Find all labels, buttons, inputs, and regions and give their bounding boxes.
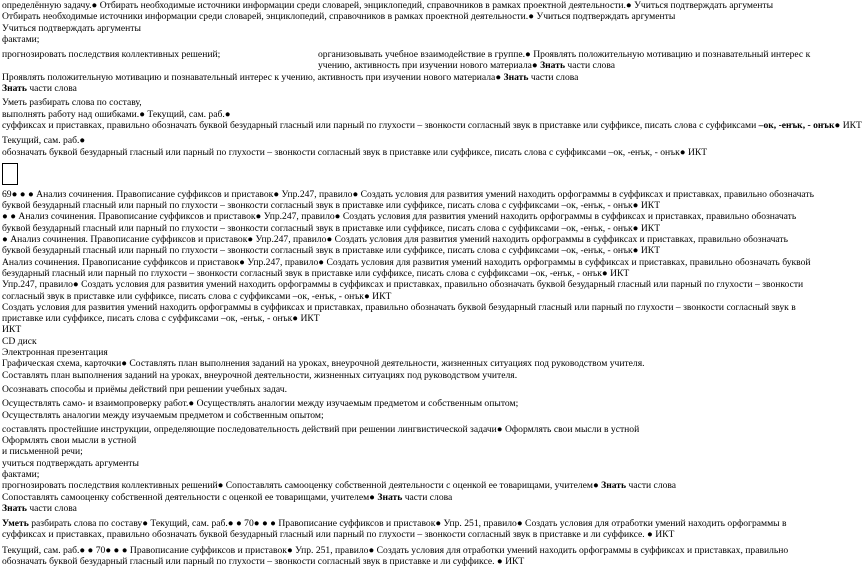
skill-label: Уметь [2, 518, 29, 530]
know-label: Знать [601, 480, 627, 492]
lesson-block: 69● ● ● Анализ сочинения. Правописание суффиксов и приставок● Упр.247, правило● Создать условия для развития умений находить орфограммы в суффиксах и приставках, правильно обозначать буквой безударный гласный или парный по глухости – звонкости согласный звук в приставке или суффиксе, писать слова с суффиксами –ок, -енък, - онък● ИКТ [2, 188, 814, 212]
lesson-block: Упр.247, правило● Создать условия для развития умений находить орфограммы в суффиксах и приставках, правильно обозначать буквой безударный гласный или парный по глухости – звонкости согласный звук в приставке или суффиксе, писать слова с суффиксами –ок, -енък, - онък● ИКТ [2, 279, 804, 302]
forecast-body: прогнозировать последствия коллективных решений● Сопоставлять самооценку собственной деятельности с оценкой ее товарищами, учителем● [2, 480, 602, 492]
know-tail: части слова [528, 71, 579, 83]
know-label: Знать [2, 502, 27, 514]
know-label: Знать [503, 71, 529, 83]
text-line: и письменной речи; [2, 446, 83, 458]
text-line: фактами; [2, 33, 40, 45]
text-line: Отбирать необходимые источники информации среди словарей, энциклопедий, справочников в рамках проектной деятельности.● Учиться подтверждать аргументы [2, 11, 676, 23]
motivation-line [2, 72, 814, 83]
text-line: составлять простейшие инструкции, определяющие последовательность действий при решении лингвистической задачи● Оформлять свои мысли в устной [2, 423, 640, 435]
suffix-tail: ● ИКТ [834, 119, 862, 131]
know-tail: части слова [26, 502, 77, 514]
suffix-text: суффиксах и приставках, правильно обозначать буквой безударный гласный или парный по глухости – звонкости согласный звук в приставке или суффиксе, писать слова с суффиксами [2, 119, 759, 131]
text-line: Осознавать способы и приёмы действий при решении учебных задач. [2, 383, 287, 395]
text-line: Текущий, сам. раб.● [2, 135, 86, 147]
lesson-70-block: Текущий, сам. раб.● ● 70● ● ● Правописание суффиксов и приставок● Упр. 251, правило● Создать условия для отработки умений находить орфограммы в суффиксах и приставках, правильно обозначать буквой безударный гласный или парный по глухости – звонкости согласный звук в приставке и ли суффиксе. ● ИКТ [2, 544, 789, 567]
empty-table-cell [2, 163, 18, 185]
text-line: фактами; [2, 468, 40, 480]
know-tail: части слова [402, 491, 453, 503]
compare-body: Сопоставлять самооценку собственной деятельности с оценкой ее товарищами, учителем● [2, 491, 378, 503]
two-column-row [2, 49, 814, 72]
know-line [2, 83, 814, 94]
lesson-70-block [2, 518, 814, 541]
know-label: Знать [540, 60, 566, 72]
suffix-line [2, 119, 862, 131]
text-line: учиться подтверждать аргументы [2, 457, 139, 469]
resource-line: Электронная презентация [2, 347, 108, 359]
know-tail: части слова [626, 480, 677, 492]
motivation-text: Проявлять положительную мотивацию и познавательный интерес к учению, активность при изучении нового материала● [2, 71, 504, 83]
text-line: Оформлять свои мысли в устной [2, 435, 137, 447]
text-line: выполнять работу над ошибками.● Текущий, сам. раб.● [2, 108, 231, 120]
know-tail: части слова [565, 60, 616, 72]
organize-body: организовывать учебное взаимодействие в группе.● Проявлять положительную мотивацию и познавательный интерес к учению, активность при изучении нового материала● [318, 49, 811, 72]
know-line [2, 503, 814, 514]
text-line: определённую задачу.● Отбирать необходимые источники информации среди словарей, энциклопедий, справочников в рамках проектной деятельности.● Учиться подтверждать аргументы [2, 0, 774, 11]
lesson-block: Создать условия для развития умений находить орфограммы в суффиксах и приставках, правильно обозначать буквой безударный гласный или парный по глухости – звонкости согласный звук в приставке или суффиксе, писать слова с суффиксами –ок, -енък, - онък● ИКТ [2, 301, 796, 325]
resource-line: ИКТ [2, 324, 22, 336]
lesson-block: ● Анализ сочинения. Правописание суффиксов и приставок● Упр.247, правило● Создать условия для развития умений находить орфограммы в суффиксах и приставках, правильно обозначать буквой безударный гласный или парный по глухости – звонкости согласный звук в приставке или суффиксе, писать слова с суффиксами –ок, -енък, - онък● ИКТ [2, 234, 788, 257]
compare-line [2, 492, 814, 503]
text-line: Осуществлять само- и взаимопроверку работ.● Осуществлять аналогии между изучаемым предметом и собственным опытом; [2, 398, 519, 410]
organize-text [318, 49, 814, 72]
forecast-text: прогнозировать последствия коллективных решений; [2, 49, 221, 61]
resource-line: CD диск [2, 335, 37, 347]
lesson-block: ● ● Анализ сочинения. Правописание суффиксов и приставок● Упр.247, правило● Создать условия для развития умений находить орфограммы в суффиксах и приставках, правильно обозначать буквой безударный гласный или парный по глухости – звонкости согласный звук в приставке или суффиксе, писать слова с суффиксами –ок, -енък, - онък● ИКТ [2, 211, 797, 234]
text-line: Осуществлять аналогии между изучаемым предметом и собственным опытом; [2, 409, 324, 421]
suffix-bold: –ок, -енък, - онък [758, 119, 835, 131]
text-line: Составлять план выполнения заданий на уроках, внеурочной деятельности, жизненных ситуациях под руководством учителя. [2, 369, 518, 381]
know-label: Знать [2, 83, 27, 95]
text-line: Учиться подтверждать аргументы [2, 22, 141, 34]
lesson-70-text: разбирать слова по составу● Текущий, сам. раб.● ● 70● ● ● Правописание суффиксов и приставок● Упр. 251, правило● Создать условия для отработки умений находить орфограммы в суффиксах и приставках, правильно обозначать буквой безударный гласный или парный по глухости – звонкости согласный звук в приставке и ли суффиксе. ● ИКТ [2, 518, 787, 541]
forecast-line [2, 480, 814, 491]
lesson-block: Анализ сочинения. Правописание суффиксов и приставок● Упр.247, правило● Создать условия для развития умений находить орфограммы в суффиксах и приставках, правильно обозначать буквой безударный гласный или парный по глухости – звонкости согласный звук в приставке или суффиксе, писать слова с суффиксами –ок, -енък, - онък● ИКТ [2, 256, 811, 279]
text-line: обозначать буквой безударный гласный или парный по глухости – звонкости согласный звук в приставке или суффиксе, писать слова с суффиксами –ок, -енък, - онък● ИКТ [2, 146, 708, 158]
know-label: Знать [377, 491, 403, 503]
text-line: Графическая схема, карточки● Составлять план выполнения заданий на уроках, внеурочной деятельности, жизненных ситуациях под руководством учителя. [2, 358, 645, 370]
know-tail: части слова [26, 83, 77, 95]
text-line: Уметь разбирать слова по составу, [2, 97, 142, 109]
